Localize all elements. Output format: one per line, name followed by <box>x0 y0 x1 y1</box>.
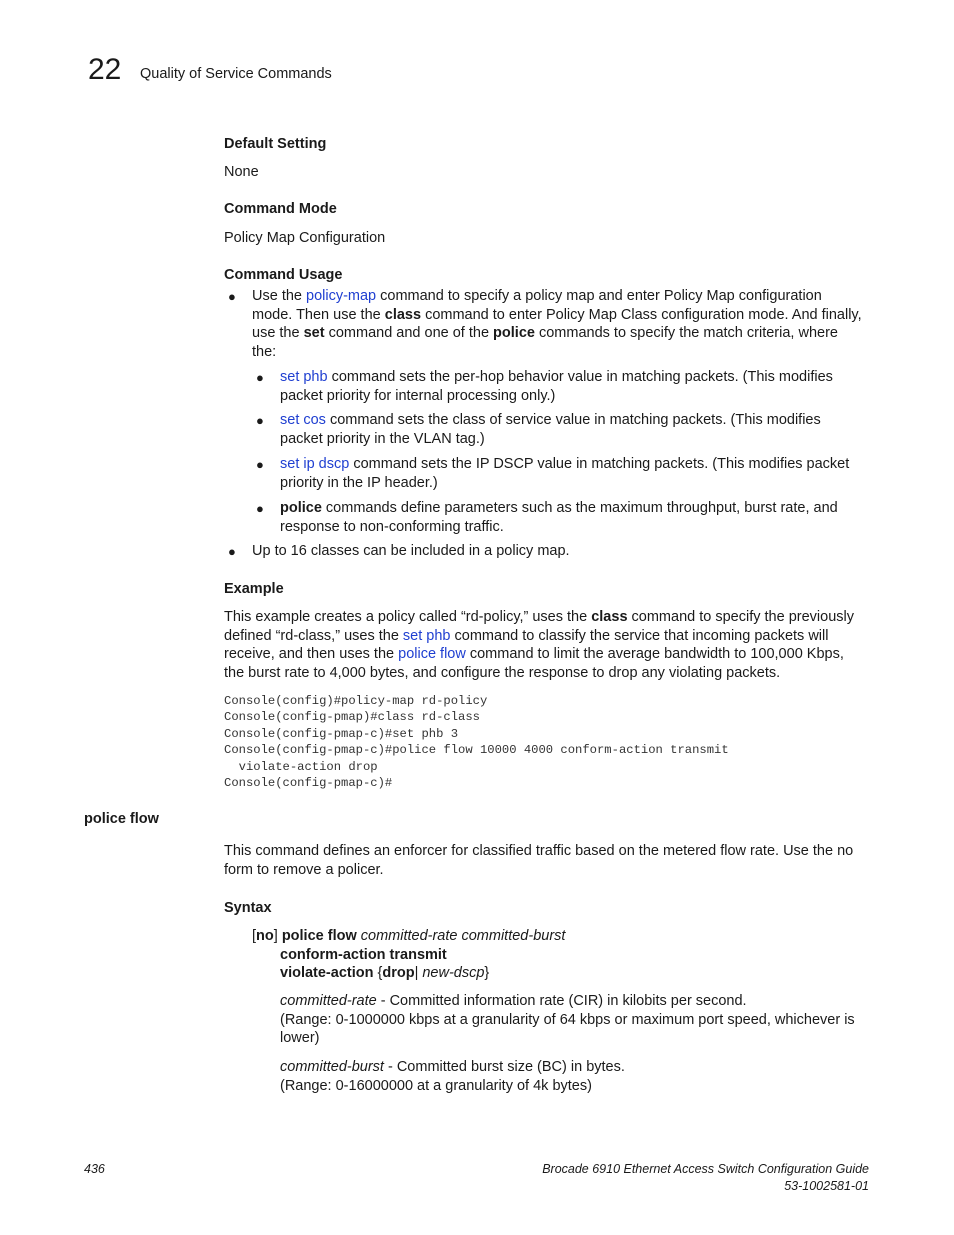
syntax-line-1: [no] police flow committed-rate committed-burst <box>252 928 566 944</box>
bullet-icon: ● <box>228 544 236 559</box>
police-flow-description: This command defines an enforcer for classified traffic based on the metered flow rate. Use the no form to remove a policer. <box>224 843 854 878</box>
syntax-heading: Syntax <box>224 900 272 916</box>
default-setting-heading: Default Setting <box>224 136 327 152</box>
syntax-line-2: conform-action transmit <box>280 947 447 963</box>
set-phb-link[interactable]: set phb <box>280 369 328 385</box>
chapter-number: 22 <box>88 53 122 86</box>
syntax-line-3: violate-action {drop| new-dscp} <box>280 965 490 981</box>
page-number: 436 <box>84 1162 105 1176</box>
default-setting-value: None <box>224 164 259 180</box>
set-phb-link[interactable]: set phb <box>402 627 451 644</box>
bullet-icon: ● <box>256 457 264 472</box>
document-id: 53-1002581-01 <box>784 1179 869 1193</box>
param-committed-burst: committed-burst - Committed burst size (BC) in bytes. (Range: 0-16000000 at a granularity of 4k bytes) <box>280 1059 625 1094</box>
guide-title: Brocade 6910 Ethernet Access Switch Configuration Guide <box>542 1162 869 1176</box>
usage-subbullet-set-ip-dscp: set ip dscp command sets the IP DSCP value in matching packets. (This modifies packet priority in the IP header.) <box>280 456 850 491</box>
set-cos-link[interactable]: set cos <box>280 412 326 428</box>
police-flow-link[interactable]: police flow <box>398 646 466 663</box>
command-usage-heading: Command Usage <box>224 267 343 283</box>
bullet-icon: ● <box>256 413 264 428</box>
command-mode-heading: Command Mode <box>224 201 337 217</box>
set-ip-dscp-link[interactable]: set ip dscp <box>280 456 350 472</box>
usage-subbullet-set-cos: set cos command sets the class of service value in matching packets. (This modifies packet priority in the VLAN tag.) <box>280 412 821 447</box>
example-paragraph: This example creates a policy called “rd-policy,” uses the class command to specify the previously defined “rd-class,” uses the set phb command to classify the service that incoming packets will receive, and then uses the police flow command to limit the average bandwidth to 100,000 Kbps, the burst rate to 4,000 bytes, and configure the response to drop any violating packets. <box>224 609 854 682</box>
usage-bullet-1: Use the policy-map command to specify a policy map and enter Policy Map configuration mode. Then use the class command to enter Policy Map Class configuration mode. And finally, use the set command and one of the police commands to specify the match criteria, where the: <box>252 288 862 361</box>
bullet-icon: ● <box>256 501 264 516</box>
police-flow-title: police flow <box>84 811 159 827</box>
param-committed-rate: committed-rate - Committed information rate (CIR) in kilobits per second. (Range: 0-1000000 kbps at a granularity of 64 kbps or maximum port speed, whichever is lower) <box>280 993 855 1047</box>
usage-subbullet-set-phb: set phb command sets the per-hop behavior value in matching packets. (This modifies packet priority for internal processing only.) <box>280 369 833 404</box>
bullet-icon: ● <box>256 370 264 385</box>
example-code-block: Console(config)#policy-map rd-policy Console(config-pmap)#class rd-class Console(config-pmap-c)#set phb 3 Console(config-pmap-c)#police flow 10000 4000 conform-action transmit violate-action drop Console(config-pmap-c)# <box>224 694 729 791</box>
usage-subbullet-police: police commands define parameters such as the maximum throughput, burst rate, and response to non-conforming traffic. <box>280 500 838 535</box>
usage-bullet-2: Up to 16 classes can be included in a policy map. <box>252 543 570 559</box>
chapter-title: Quality of Service Commands <box>140 66 332 82</box>
bullet-icon: ● <box>228 289 236 304</box>
example-heading: Example <box>224 581 284 597</box>
policy-map-link[interactable]: policy-map <box>306 288 377 304</box>
command-mode-value: Policy Map Configuration <box>224 230 386 246</box>
